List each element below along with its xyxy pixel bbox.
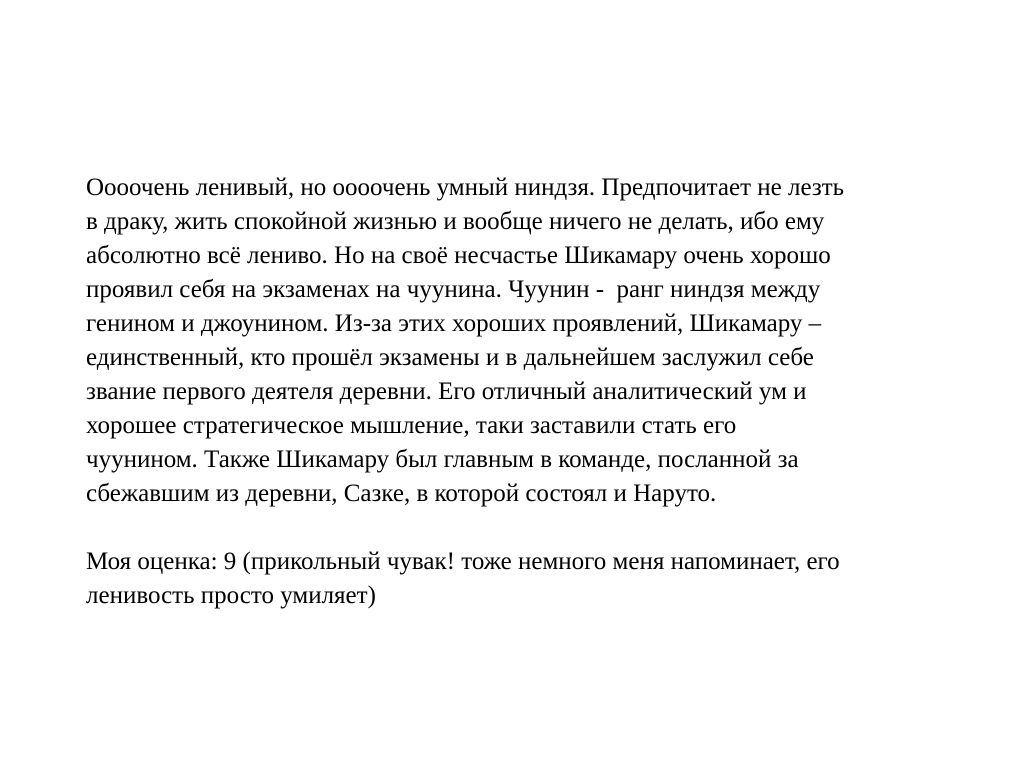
description-line: единственный, кто прошёл экзамены и в дальнейшем заслужил себе	[86, 344, 814, 371]
description-line: генином и джоунином. Из-за этих хороших проявлений, Шикамару –	[86, 310, 822, 337]
description-line: проявил себя на экзаменах на чуунина. Чуунин - ранг ниндзя между	[86, 276, 821, 303]
paragraph-gap	[86, 511, 986, 545]
description-line: абсолютно всё лениво. Но на своё несчастье Шикамару очень хорошо	[86, 242, 831, 269]
description-line: чуунином. Также Шикамару был главным в команде, посланной за	[86, 446, 799, 473]
rating-line: Моя оценка: 9 (прикольный чувак! тоже немного меня напоминает, его	[86, 548, 840, 575]
description-paragraph	[86, 171, 986, 511]
slide-text-block	[86, 171, 986, 613]
description-line: в драку, жить спокойной жизнью и вообще ничего не делать, ибо ему	[86, 208, 825, 235]
rating-paragraph	[86, 545, 986, 613]
description-line: хорошее стратегическое мышление, таки заставили стать его	[86, 412, 737, 439]
rating-line: ленивость просто умиляет)	[86, 582, 376, 609]
description-line: звание первого деятеля деревни. Его отличный аналитический ум и	[86, 378, 807, 405]
description-line: сбежавшим из деревни, Сазке, в которой состоял и Наруто.	[86, 480, 717, 507]
description-line: Оооочень ленивый, но оооочень умный ниндзя. Предпочитает не лезть	[86, 174, 845, 201]
